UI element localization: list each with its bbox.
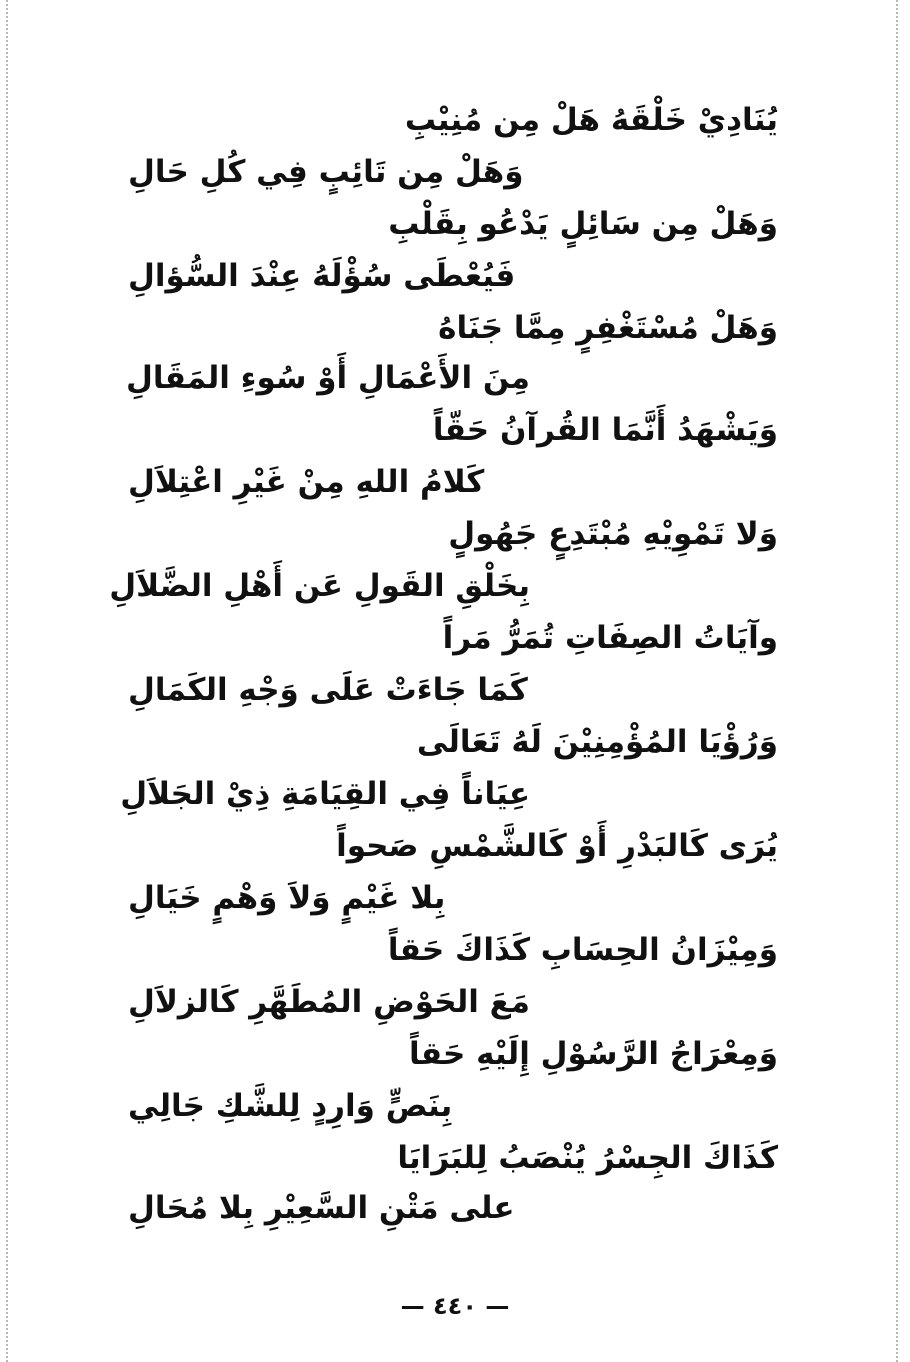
- poem-line-9: وَلا تَمْوِيْهِ مُبْتَدِعٍ جَهُولٍ: [448, 516, 778, 552]
- poem-line-12: كَمَا جَاءَتْ عَلَى وَجْهِ الكَمَالِ: [128, 672, 528, 708]
- poem-line-21: كَذَاكَ الجِسْرُ يُنْصَبُ لِلبَرَايَا: [397, 1140, 778, 1176]
- poem-line-22: على مَتْنِ السَّعِيْرِ بِلا مُحَالِ: [128, 1190, 515, 1226]
- poem-line-7: وَيَشْهَدُ أَنَّمَا القُرآنُ حَقّاً: [432, 412, 778, 448]
- poem-line-20: بِنَصٍّ وَارِدٍ لِلشَّكِ جَالِي: [128, 1088, 453, 1124]
- poem-line-6: مِنَ الأَعْمَالِ أَوْ سُوءِ المَقَالِ: [125, 360, 530, 396]
- right-dotted-border: [896, 0, 898, 1362]
- poem-line-10: بِخَلْقِ القَولِ عَن أَهْلِ الضَّلاَلِ: [109, 568, 530, 604]
- poem-line-1: يُنَادِيْ خَلْقَهُ هَلْ مِن مُنِيْبِ: [404, 102, 778, 138]
- poem-line-19: وَمِعْرَاجُ الرَّسُوْلِ إِلَيْهِ حَقاً: [409, 1036, 778, 1072]
- poem-line-2: وَهَلْ مِن تَائِبٍ فِي كُلِ حَالِ: [128, 154, 524, 190]
- poem-line-5: وَهَلْ مُسْتَغْفِرٍ مِمَّا جَنَاهُ: [438, 310, 778, 346]
- page-number: — ٤٤٠ —: [400, 1292, 510, 1320]
- poem-line-4: فَيُعْطَى سُؤْلَهُ عِنْدَ السُّؤالِ: [128, 258, 516, 294]
- poem-line-13: وَرُؤْيَا المُؤْمِنِيْنَ لَهُ تَعَالَى: [416, 724, 778, 760]
- poem-line-14: عِيَاناً فِي القِيَامَةِ ذِيْ الجَلاَلِ: [120, 776, 530, 812]
- poem-line-3: وَهَلْ مِن سَائِلٍ يَدْعُو بِقَلْبِ: [388, 206, 778, 242]
- poem-line-8: كَلامُ اللهِ مِنْ غَيْرِ اعْتِلاَلِ: [128, 464, 485, 500]
- left-dotted-border: [6, 0, 8, 1362]
- poem-line-17: وَمِيْزَانُ الحِسَابِ كَذَاكَ حَقاً: [387, 932, 778, 968]
- poem-line-11: وآيَاتُ الصِفَاتِ تُمَرُّ مَراً: [442, 620, 778, 656]
- poem-line-18: مَعَ الحَوْضِ المُطَهَّرِ كَالزلاَلِ: [127, 984, 530, 1020]
- poem-line-15: يُرَى كَالبَدْرِ أَوْ كَالشَّمْسِ صَحواً: [336, 828, 778, 864]
- poem-line-16: بِلا غَيْمٍ وَلاَ وَهْمٍ خَيَالِ: [128, 880, 446, 916]
